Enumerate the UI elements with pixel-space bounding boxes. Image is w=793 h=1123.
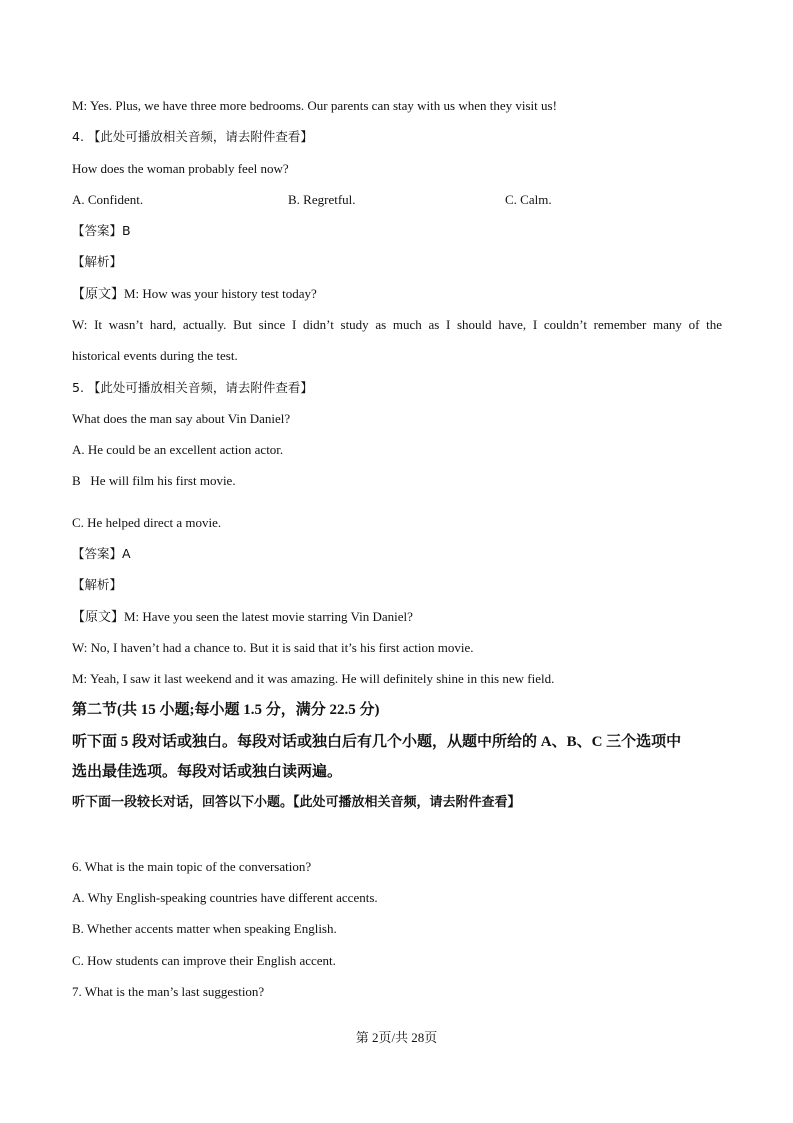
section-title: 第二节(共 15 小题;每小题 1.5 分，满分 22.5 分) bbox=[72, 702, 380, 718]
dialog-instruction: 听下面一段较长对话，回答以下小题。【此处可播放相关音频，请去附件查看】 bbox=[72, 795, 521, 810]
q6-option-a: A. Why English-speaking countries have different accents. bbox=[72, 890, 378, 905]
q5-option-a: A. He could be an excellent action actor. bbox=[72, 442, 284, 457]
q4-transcript-line: historical events during the test. bbox=[72, 348, 238, 363]
q5-option-c: C. He helped direct a movie. bbox=[72, 515, 222, 530]
section-instruction: 听下面 5 段对话或独白。每段对话或独白后有几个小题，从题中所给的 A、B、C 三个选项中 bbox=[72, 734, 682, 750]
q4-option-a: A. Confident. bbox=[72, 192, 144, 207]
q6-option-c: C. How students can improve their English accent. bbox=[72, 953, 336, 968]
q4-answer: 【答案】B bbox=[72, 223, 131, 238]
q5-analysis-label: 【解析】 bbox=[72, 577, 123, 592]
question-7-text: 7. What is the man’s last suggestion? bbox=[72, 984, 265, 999]
dialog-line: M: Yes. Plus, we have three more bedrooms. Our parents can stay with us when they visit us! bbox=[72, 98, 557, 113]
q4-option-b: B. Regretful. bbox=[288, 192, 356, 207]
question-5-text: What does the man say about Vin Daniel? bbox=[72, 411, 291, 426]
q6-option-b: B. Whether accents matter when speaking English. bbox=[72, 921, 337, 936]
question-5-number: 5. 【此处可播放相关音频，请去附件查看】 bbox=[72, 380, 313, 395]
q5-transcript-line: W: No, I haven’t had a chance to. But it is said that it’s his first action movie. bbox=[72, 640, 474, 655]
q4-transcript-line: 【原文】M: How was your history test today? bbox=[72, 286, 317, 301]
q5-option-b: B He will film his first movie. bbox=[72, 473, 236, 488]
question-6-text: 6. What is the main topic of the conversation? bbox=[72, 859, 312, 874]
q4-analysis-label: 【解析】 bbox=[72, 254, 123, 269]
q4-transcript-line: W: It wasn’t hard, actually. But since I didn’t study as much as I should have, I couldn’t remember many of the bbox=[72, 317, 722, 332]
section-instruction: 选出最佳选项。每段对话或独白读两遍。 bbox=[72, 764, 343, 780]
q5-answer: 【答案】A bbox=[72, 546, 131, 561]
q5-transcript-line: M: Yeah, I saw it last weekend and it was amazing. He will definitely shine in this new field. bbox=[72, 671, 555, 686]
page-footer: 第 2页/共 28页 bbox=[355, 1030, 438, 1045]
q4-option-c: C. Calm. bbox=[505, 192, 552, 207]
question-4-number: 4. 【此处可播放相关音频，请去附件查看】 bbox=[72, 129, 313, 144]
q5-transcript-line: 【原文】M: Have you seen the latest movie starring Vin Daniel? bbox=[72, 609, 413, 624]
question-4-text: How does the woman probably feel now? bbox=[72, 161, 289, 176]
